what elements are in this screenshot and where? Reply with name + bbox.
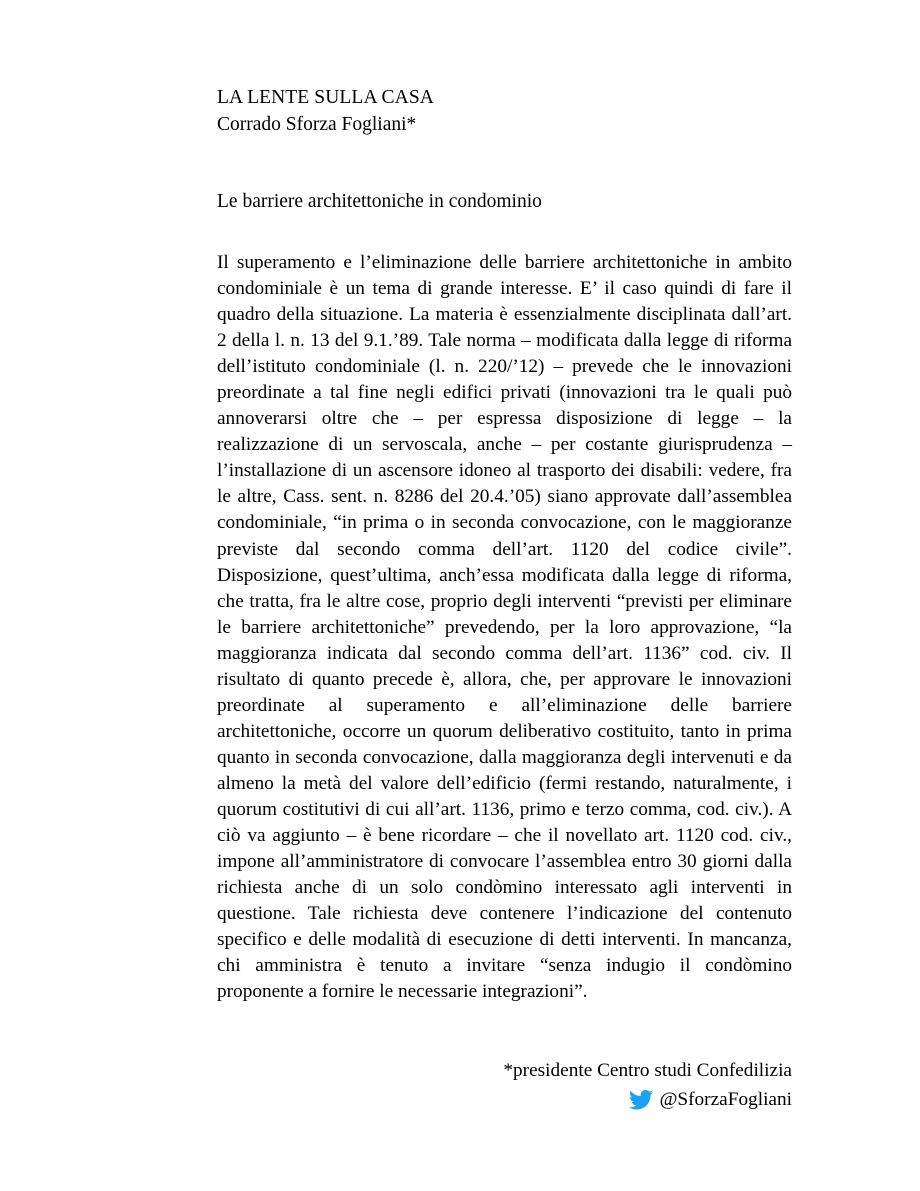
article-title: Le barriere architettoniche in condominio xyxy=(217,191,542,212)
twitter-handle: @SforzaFogliani xyxy=(659,1089,792,1110)
affiliation-note: *presidente Centro studi Confedilizia xyxy=(503,1060,792,1081)
author-byline: Corrado Sforza Fogliani* xyxy=(217,114,417,135)
article-body-container xyxy=(217,84,792,1005)
article-body-paragraph: Il superamento e l’eliminazione delle barriere architettoniche in ambito condominiale è un tema di grande interesse. E’ il caso quindi di fare il quadro della situazione. La materia è essenzialmente disciplinata dall’art. 2 della l. n. 13 del 9.1.’89. Tale norma – modificata dalla legge di riforma dell’istituto condominiale (l. n. 220/’12) – prevede che le innovazioni preordinate a tal fine negli edifici privati (innovazioni tra le quali può annoverarsi oltre che – per espressa disposizione di legge – la realizzazione di un servoscala, anche – per costante giurisprudenza – l’installazione di un ascensore idoneo al trasporto dei disabili: vedere, fra le altre, Cass. sent. n. 8286 del 20.4.’05) siano approvate dall’assemblea condominiale, “in prima o in seconda convocazione, con le maggioranze previste dal secondo comma dell’art. 1120 del codice civile”. Disposizione, quest’ultima, anch’essa modificata dalla legge di riforma, che tratta, fra le altre cose, proprio degli interventi “previsti per eliminare le barriere architettoniche” prevedendo, per la loro approvazione, “la maggioranza indicata dal secondo comma dell’art. 1136” cod. civ. Il risultato di quanto precede è, allora, che, per approvare le innovazioni preordinate al superamento e all’eliminazione delle barriere architettoniche, occorre un quorum deliberativo costituito, tanto in prima quanto in seconda convocazione, dalla maggioranza degli intervenuti e da almeno la metà del valore dell’edificio (fermi restando, naturalmente, i quorum costitutivi di cui all’art. 1136, primo e terzo comma, cod. civ.). A ciò va aggiunto – è bene ricordare – che il novellato art. 1120 cod. civ., impone all’amministratore di convocare l’assemblea entro 30 giorni dalla richiesta anche di un solo condòmino interessato agli interventi in questione. Tale richiesta deve contenere l’indicazione del contenuto specifico e delle modalità di esecuzione di detti interventi. In mancanza, chi amministra è tenuto a invitare “senza indugio il condòmino proponente a fornire le necessarie integrazioni”. xyxy=(217,252,792,1003)
twitter-bird-icon xyxy=(629,1090,653,1110)
twitter-handle-row xyxy=(217,1086,792,1113)
column-header: LA LENTE SULLA CASA xyxy=(217,87,434,108)
article-footer xyxy=(217,1057,792,1113)
